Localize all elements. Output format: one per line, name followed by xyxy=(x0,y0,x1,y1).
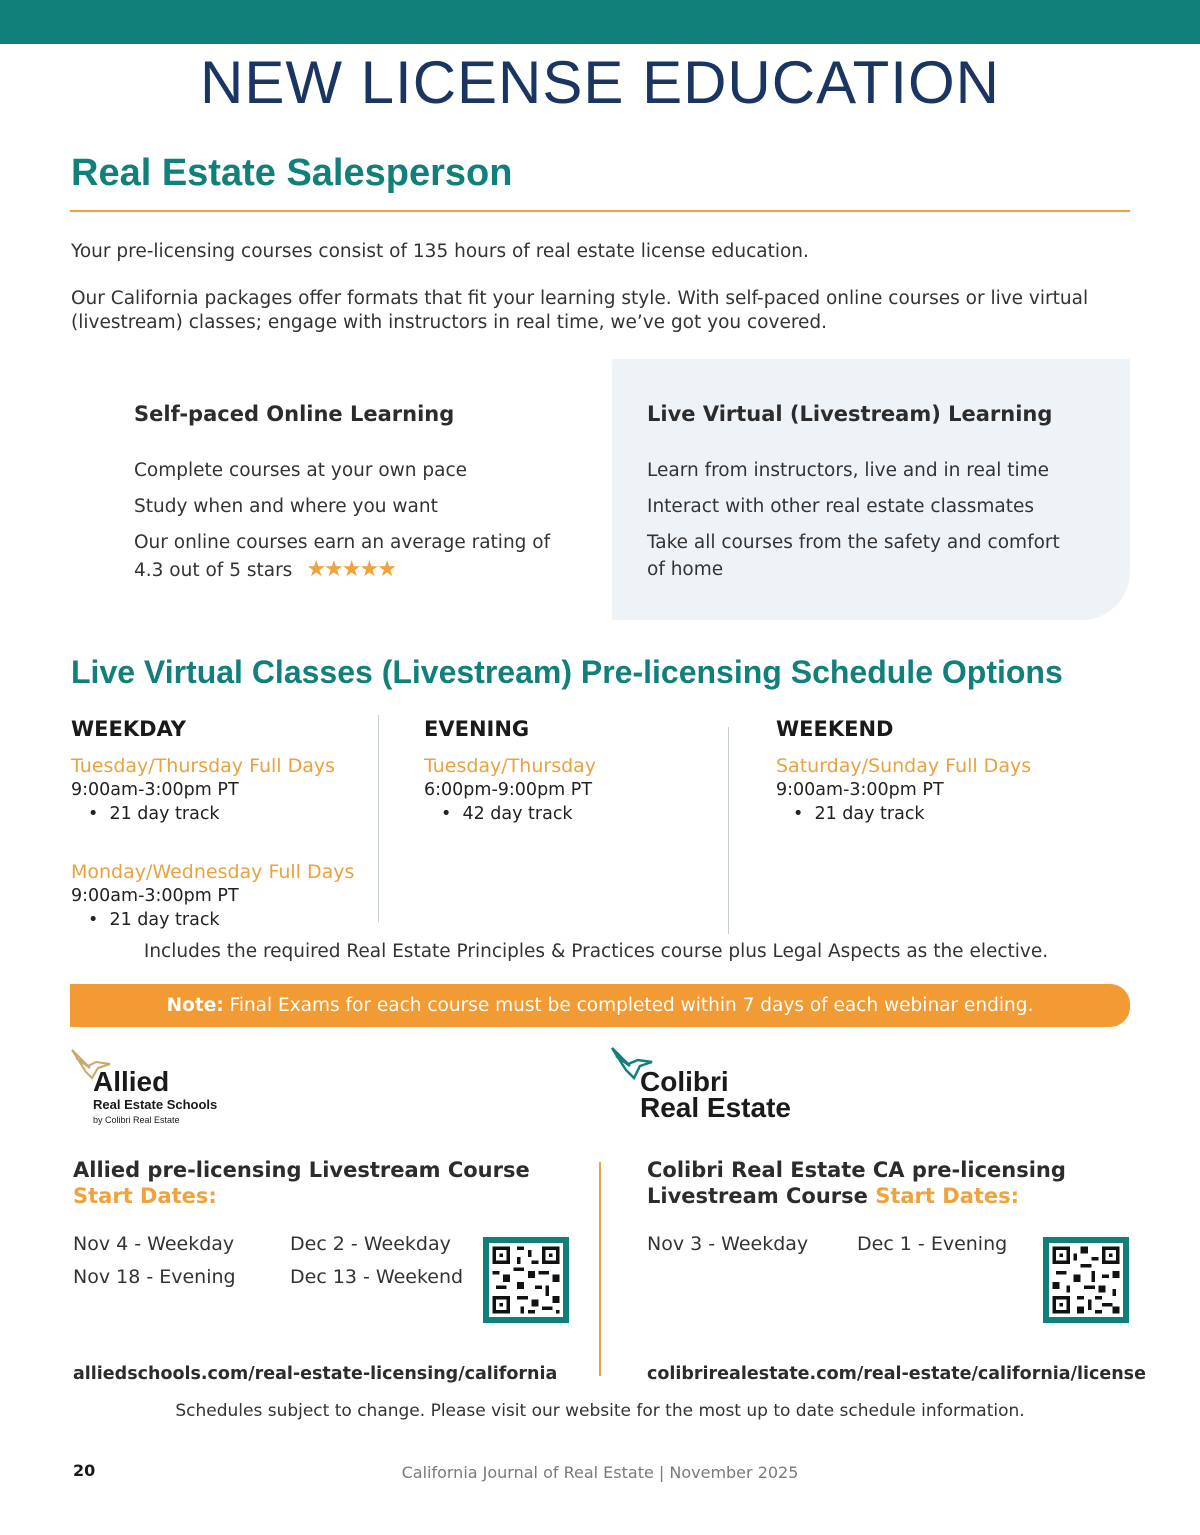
courses-divider xyxy=(599,1162,601,1376)
allied-logo-subtitle: Real Estate Schools xyxy=(93,1097,218,1112)
weekend-track: • 21 day track xyxy=(793,804,925,824)
note-text: Final Exams for each course must be completed within 7 days of each webinar ending. xyxy=(223,995,1034,1016)
page-title: NEW LICENSE EDUCATION xyxy=(200,49,1000,116)
exam-note-banner xyxy=(70,984,1130,1027)
weekday-option-2-days: Monday/Wednesday Full Days xyxy=(71,861,355,883)
allied-logo-wordmark: Allied xyxy=(93,1066,170,1097)
self-paced-line-3: Our online courses earn an average rating of xyxy=(134,532,551,553)
live-virtual-line-1: Learn from instructors, live and in real time xyxy=(647,460,1050,481)
self-paced-line-1: Complete courses at your own pace xyxy=(134,460,468,481)
weekend-time: 9:00am-3:00pm PT xyxy=(776,780,944,800)
colibri-date-2: Dec 1 - Evening xyxy=(857,1233,1008,1255)
schedule-divider-2 xyxy=(728,727,729,934)
live-virtual-line-4: of home xyxy=(647,559,724,580)
live-virtual-heading: Live Virtual (Livestream) Learning xyxy=(647,402,1053,426)
weekend-heading: WEEKEND xyxy=(776,717,894,741)
schedule-disclaimer: Schedules subject to change. Please visit our website for the most up to date schedule information. xyxy=(175,1401,1025,1421)
allied-qr-code-icon[interactable] xyxy=(483,1237,569,1323)
allied-date-3: Dec 2 - Weekday xyxy=(290,1233,451,1255)
colibri-start-dates-label: Start Dates: xyxy=(875,1184,1020,1208)
intro-paragraph-2 xyxy=(71,287,1131,335)
weekday-option-2-track-text: 21 day track xyxy=(109,910,220,930)
intro-paragraph-1: Your pre-licensing courses consist of 135 hours of real estate license education. xyxy=(71,241,809,262)
allied-start-dates-label: Start Dates: xyxy=(73,1184,217,1208)
colibri-logo-wordmark-1: Colibri xyxy=(640,1066,729,1097)
live-virtual-line-3: Take all courses from the safety and comfort xyxy=(647,532,1060,553)
colibri-qr-code-icon[interactable] xyxy=(1043,1237,1129,1323)
evening-track: • 42 day track xyxy=(441,804,573,824)
allied-date-4: Dec 13 - Weekend xyxy=(290,1266,464,1288)
allied-date-1: Nov 4 - Weekday xyxy=(73,1233,235,1255)
weekday-heading: WEEKDAY xyxy=(71,717,187,741)
colibri-website-link[interactable]: colibrirealestate.com/real-estate/california/license xyxy=(647,1364,1146,1384)
allied-website-link[interactable]: alliedschools.com/real-estate-licensing/california xyxy=(73,1364,558,1384)
weekend-track-text: 21 day track xyxy=(814,804,925,824)
weekend-days: Saturday/Sunday Full Days xyxy=(776,755,1032,777)
orange-divider xyxy=(70,210,1130,212)
weekday-option-1-time: 9:00am-3:00pm PT xyxy=(71,780,239,800)
allied-logo-byline: by Colibri Real Estate xyxy=(93,1115,180,1125)
note-label: Note: xyxy=(166,995,224,1016)
self-paced-heading: Self-paced Online Learning xyxy=(134,402,455,426)
self-paced-rating xyxy=(134,556,395,584)
weekday-option-2-time: 9:00am-3:00pm PT xyxy=(71,886,239,906)
top-banner xyxy=(0,0,1200,44)
live-virtual-line-2: Interact with other real estate classmates xyxy=(647,496,1034,517)
evening-days: Tuesday/Thursday xyxy=(424,755,597,777)
allied-date-2: Nov 18 - Evening xyxy=(73,1266,236,1288)
colibri-logo-wordmark-2: Real Estate xyxy=(640,1092,791,1123)
self-paced-rating-text: 4.3 out of 5 stars xyxy=(134,560,293,581)
page-number: 20 xyxy=(73,1461,96,1480)
weekday-option-1-days: Tuesday/Thursday Full Days xyxy=(71,755,336,777)
schedule-heading: Live Virtual Classes (Livestream) Pre-licensing Schedule Options xyxy=(71,654,1063,690)
weekday-option-1-track-text: 21 day track xyxy=(109,804,220,824)
allied-course-heading xyxy=(73,1157,530,1209)
weekday-option-2-track: • 21 day track xyxy=(88,910,220,930)
colibri-course-title-line-2: Livestream Course xyxy=(647,1184,868,1208)
publication-footer: California Journal of Real Estate | November 2025 xyxy=(401,1463,799,1482)
self-paced-line-2: Study when and where you want xyxy=(134,496,438,517)
weekday-option-1-track: • 21 day track xyxy=(88,804,220,824)
intro-paragraph-2-line-1: Our California packages offer formats that fit your learning style. With self-paced online courses or live virtual xyxy=(71,288,1089,309)
salesperson-heading: Real Estate Salesperson xyxy=(71,152,513,194)
includes-statement: Includes the required Real Estate Principles & Practices course plus Legal Aspects as the elective. xyxy=(143,941,1049,962)
allied-course-title: Allied pre-licensing Livestream Course xyxy=(73,1158,530,1182)
evening-heading: EVENING xyxy=(424,717,530,741)
colibri-course-heading xyxy=(647,1157,1066,1209)
intro-paragraph-2-line-2: (livestream) classes; engage with instructors in real time, we’ve got you covered. xyxy=(71,312,828,333)
evening-time: 6:00pm-9:00pm PT xyxy=(424,780,593,800)
evening-track-text: 42 day track xyxy=(462,804,573,824)
colibri-date-1: Nov 3 - Weekday xyxy=(647,1233,809,1255)
colibri-course-title-line-1: Colibri Real Estate CA pre-licensing xyxy=(647,1158,1066,1182)
schedule-divider-1 xyxy=(378,715,379,922)
star-rating-icon: ★★★★★ xyxy=(306,557,395,582)
